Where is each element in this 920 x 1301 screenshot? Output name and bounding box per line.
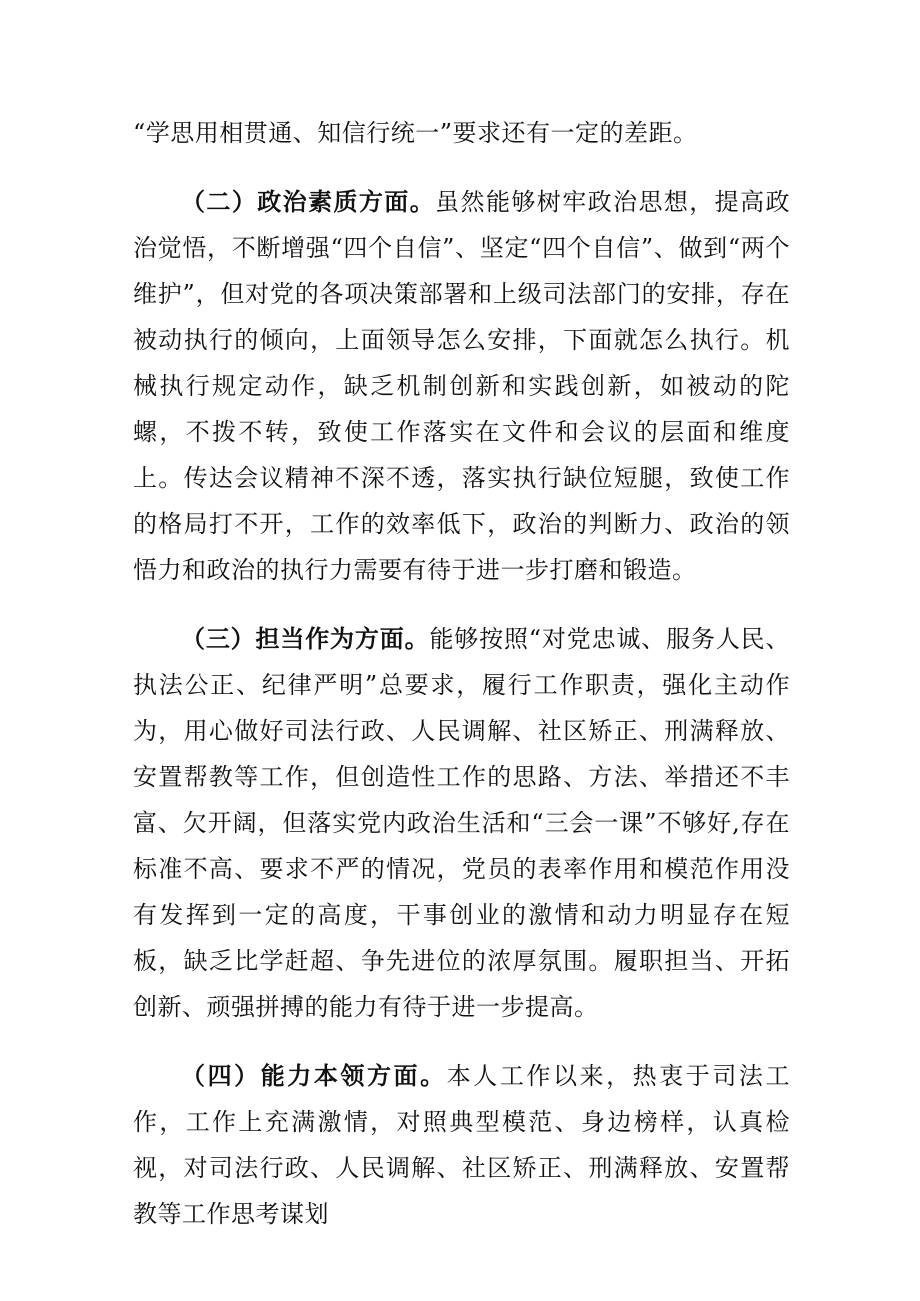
paragraph-ability: [133, 1053, 790, 1237]
paragraph-text: “学思用相贯通、知信行统一”要求还有一定的差距。: [133, 119, 698, 147]
paragraph-text: 虽然能够树牢政治思想，提高政治觉悟，不断增强“四个自信”、坚定“四个自信”、做到“两个维护”，但对党的各项决策部署和上级司法部门的安排，存在被动执行的倾向，上面领导怎么安排，下面就怎么执行。机械执行规定动作，缺乏机制创新和实践创新，如被动的陀螺，不拨不转，致使工作落实在文件和会议的层面和维度上。传达会议精神不深不透，落实执行缺位短腿，致使工作的格局打不开，工作的效率低下，政治的判断力、政治的领悟力和政治的执行力需要有待于进一步打磨和锻造。: [133, 188, 791, 584]
paragraph-responsibility: [133, 616, 790, 1030]
section-heading: （二）政治素质方面。: [181, 188, 436, 216]
paragraph-text: 本人工作以来，热衷于司法工作，工作上充满激情，对照典型模范、身边榜样，认真检视，对司法行政、人民调解、社区矫正、刑满释放、安置帮教等工作思考谋划: [133, 1062, 791, 1228]
paragraph-text: 能够按照“对党忠诚、服务人民、执法公正、纪律严明”总要求，履行工作职责，强化主动作为，用心做好司法行政、人民调解、社区矫正、刑满释放、安置帮教等工作，但创造性工作的思路、方法、举措还不丰富、欠开阔，但落实党内政治生活和“三会一课”不够好,存在标准不高、要求不严的情况，党员的表率作用和模范作用没有发挥到一定的高度，干事创业的激情和动力明显存在短板，缺乏比学赶超、争先进位的浓厚氛围。履职担当、开拓创新、顽强拼搏的能力有待于进一步提高。: [133, 625, 791, 1021]
section-heading: （三）担当作为方面。: [181, 625, 430, 653]
section-heading: （四）能力本领方面。: [181, 1062, 447, 1090]
paragraph-political-quality: [133, 179, 790, 593]
paragraph-continuation: [133, 110, 790, 156]
document-body: [133, 110, 790, 1237]
